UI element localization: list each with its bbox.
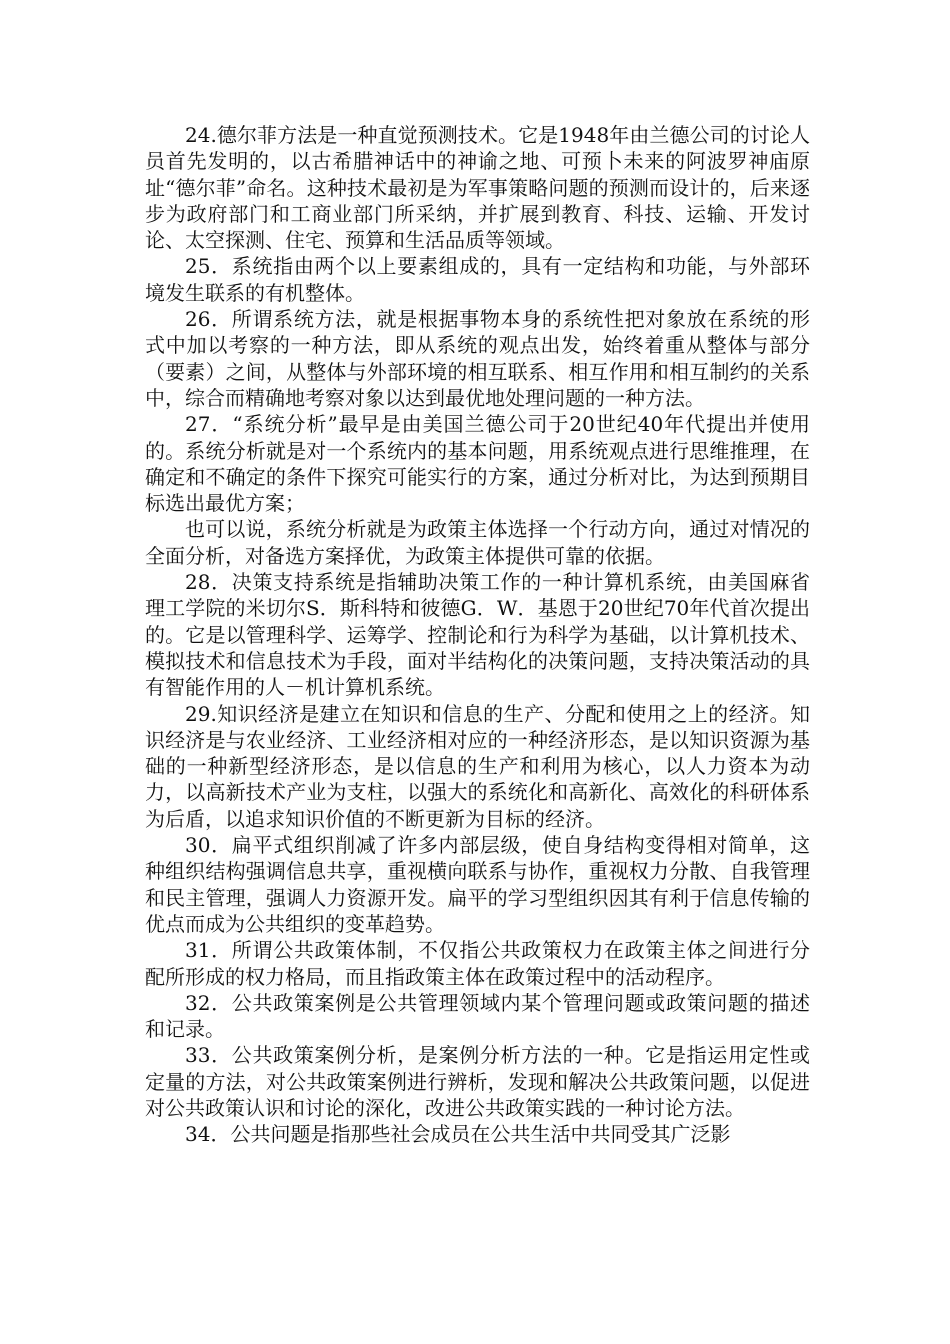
paragraph-32: 32．公共政策案例是公共管理领域内某个管理问题或政策问题的描述和记录。 [145,990,810,1042]
paragraph-29: 29.知识经济是建立在知识和信息的生产、分配和使用之上的经济。知识经济是与农业经济、工业经济相对应的一种经济形态，是以知识资源为基础的一种新型经济形态，是以信息的生产和利用为核心，以人力资本为动力，以高新技术产业为支柱，以强大的系统化和高新化、高效化的科研体系为后盾，以追求知识价值的不断更新为目标的经济。 [145,701,810,831]
paragraph-28: 28．决策支持系统是指辅助决策工作的一种计算机系统，由美国麻省理工学院的米切尔S．斯科特和彼德G．W．基恩于20世纪70年代首次提出的。它是以管理科学、运筹学、控制论和行为科学为基础，以计算机技术、模拟技术和信息技术为手段，面对半结构化的决策问题，支持决策活动的具有智能作用的人－机计算机系统。 [145,570,810,700]
paragraph-24: 24.德尔菲方法是一种直觉预测技术。它是1948年由兰德公司的讨论人员首先发明的，以古希腊神话中的神谕之地、可预卜未来的阿波罗神庙原址“德尔菲”命名。这种技术最初是为军事策略问题的预测而设计的，后来逐步为政府部门和工商业部门所采纳，并扩展到教育、科技、运输、开发讨论、太空探测、住宅、预算和生活品质等领域。 [145,123,810,253]
paragraph-30: 30．扁平式组织削减了许多内部层级，使自身结构变得相对简单，这种组织结构强调信息共享，重视横向联系与协作，重视权力分散、自我管理和民主管理，强调人力资源开发。扁平的学习型组织因其有利于信息传输的优点而成为公共组织的变革趋势。 [145,833,810,936]
paragraph-27: 27．“系统分析”最早是由美国兰德公司于20世纪40年代提出并使用的。系统分析就是对一个系统内的基本问题，用系统观点进行思维推理，在确定和不确定的条件下探究可能实行的方案，通过分析对比，为达到预期目标选出最优方案； [145,412,810,516]
paragraph-33: 33．公共政策案例分析，是案例分析方法的一种。它是指运用定性或定量的方法，对公共政策案例进行辨析，发现和解决公共政策问题，以促进对公共政策认识和讨论的深化，改进公共政策实践的一种讨论方法。 [145,1043,810,1120]
paragraph-31: 31．所谓公共政策体制，不仅指公共政策权力在政策主体之间进行分配所形成的权力格局，而且指政策主体在政策过程中的活动程序。 [145,938,810,989]
document-body [145,122,810,1148]
paragraph-26: 26．所谓系统方法，就是根据事物本身的系统性把对象放在系统的形式中加以考察的一种方法，即从系统的观点出发，始终着重从整体与部分（要素）之间，从整体与外部环境的相互联系、相互作用和相互制约的关系中，综合而精确地考察对象以达到最优地处理问题的一种方法。 [145,307,810,410]
paragraph-34: 34．公共问题是指那些社会成员在公共生活中共同受其广泛影 [185,1122,731,1147]
paragraph-25: 25．系统指由两个以上要素组成的，具有一定结构和功能，与外部环境发生联系的有机整体。 [145,254,810,305]
paragraph-27-continued: 也可以说，系统分析就是为政策主体选择一个行动方向，通过对情况的全面分析，对备选方案择优，为政策主体提供可靠的依据。 [145,517,810,568]
